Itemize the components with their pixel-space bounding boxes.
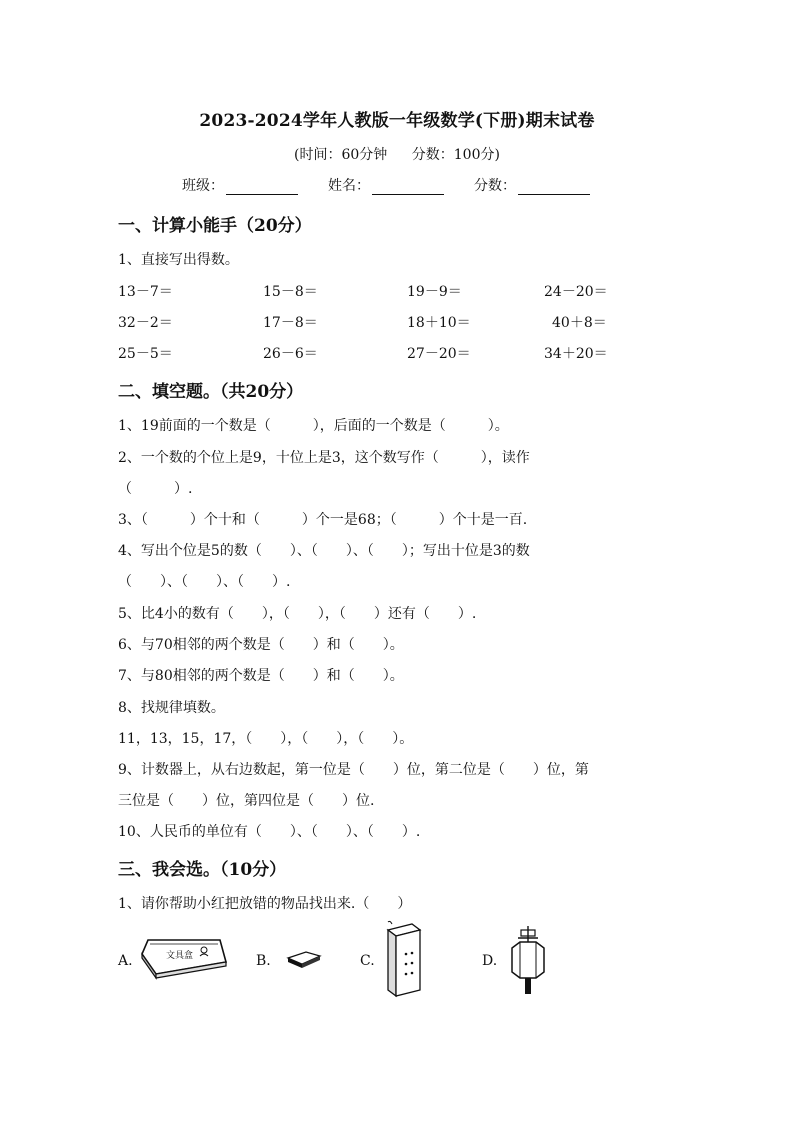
eraser-icon — [286, 950, 322, 970]
calc-item: 19－9＝ — [407, 284, 462, 300]
fill-line-8b: 11，13，15，17，（ ），（ ），（ ）。 — [118, 731, 414, 747]
calc-item: 15－8＝ — [263, 284, 318, 300]
name-field — [328, 175, 444, 195]
pencil-sharpener-icon — [506, 926, 550, 996]
pencil-box-label: 文具盒 — [166, 951, 194, 961]
option-a-label[interactable]: A. — [118, 953, 133, 969]
calc-item: 25－5＝ — [118, 346, 173, 362]
fill-line-10: 10、人民币的单位有（ ）、（ ）、（ ）. — [118, 824, 421, 840]
fill-line-7: 7、与80相邻的两个数是（ ）和（ ）。 — [118, 668, 404, 684]
points-label: 分数： — [474, 178, 516, 194]
name-label: 姓名： — [328, 178, 370, 194]
option-c-label[interactable]: C. — [360, 953, 375, 969]
calc-row — [118, 281, 638, 301]
fill-line-4: 4、写出个位是5的数（ ）、（ ）、（ ）；写出十位是3的数 — [118, 543, 530, 559]
calc-row — [118, 343, 638, 363]
exam-title: 2023-2024学年人教版一年级数学(下册)期末试卷 — [199, 111, 595, 131]
calc-item: 18＋10＝ — [407, 315, 471, 331]
pencil-box-icon — [142, 934, 226, 978]
fill-line-3: 3、（ ）个十和（ ）个一是68；（ ）个十是一百. — [118, 512, 528, 528]
points-blank[interactable] — [518, 180, 590, 195]
class-field — [182, 175, 298, 195]
exam-meta — [0, 144, 794, 164]
exam-time: (时间：60分钟 — [294, 147, 388, 163]
name-blank[interactable] — [372, 180, 444, 195]
calc-item: 32－2＝ — [118, 315, 173, 331]
fill-line-9b: 三位是（ ）位，第四位是（ ）位. — [118, 793, 375, 809]
calc-row — [118, 312, 638, 332]
section1-q1: 1、直接写出得数。 — [118, 252, 239, 268]
fill-line-1: 1、19前面的一个数是（ ），后面的一个数是（ ）。 — [118, 418, 509, 434]
class-label: 班级： — [182, 178, 224, 194]
exam-total-score: 分数：100分) — [411, 147, 500, 163]
section1-heading: 一、计算小能手（20分） — [118, 216, 312, 236]
calc-item: 26－6＝ — [263, 346, 318, 362]
fill-line-2: 2、一个数的个位上是9，十位上是3，这个数写作（ ），读作 — [118, 450, 530, 466]
fill-line-4b: （ ）、（ ）、（ ）. — [118, 574, 291, 590]
calc-item: 17－8＝ — [263, 315, 318, 331]
section2-heading: 二、填空题。（共20分） — [118, 382, 304, 402]
choice-q1: 1、请你帮助小红把放错的物品找出来.（ ） — [118, 896, 412, 912]
fill-line-5: 5、比4小的数有（ ），（ ），（ ）还有（ ）. — [118, 606, 477, 622]
book-icon — [384, 920, 424, 998]
choice-options — [118, 920, 558, 1000]
fill-line-8: 8、找规律填数。 — [118, 700, 225, 716]
points-field — [474, 175, 590, 195]
class-blank[interactable] — [226, 180, 298, 195]
fill-line-6: 6、与70相邻的两个数是（ ）和（ ）。 — [118, 637, 404, 653]
calc-item: 34＋20＝ — [544, 346, 608, 362]
fill-line-9: 9、计数器上，从右边数起，第一位是（ ）位，第二位是（ ）位，第 — [118, 762, 589, 778]
option-b-label[interactable]: B. — [256, 953, 271, 969]
calc-item: 27－20＝ — [407, 346, 471, 362]
calc-item: 40＋8＝ — [552, 315, 607, 331]
calc-item: 24－20＝ — [544, 284, 608, 300]
option-d-label[interactable]: D. — [482, 953, 498, 969]
fill-line-2b: （ ）. — [118, 481, 193, 497]
section3-heading: 三、我会选。（10分） — [118, 860, 287, 880]
calc-item: 13－7＝ — [118, 284, 173, 300]
student-info — [182, 175, 620, 195]
